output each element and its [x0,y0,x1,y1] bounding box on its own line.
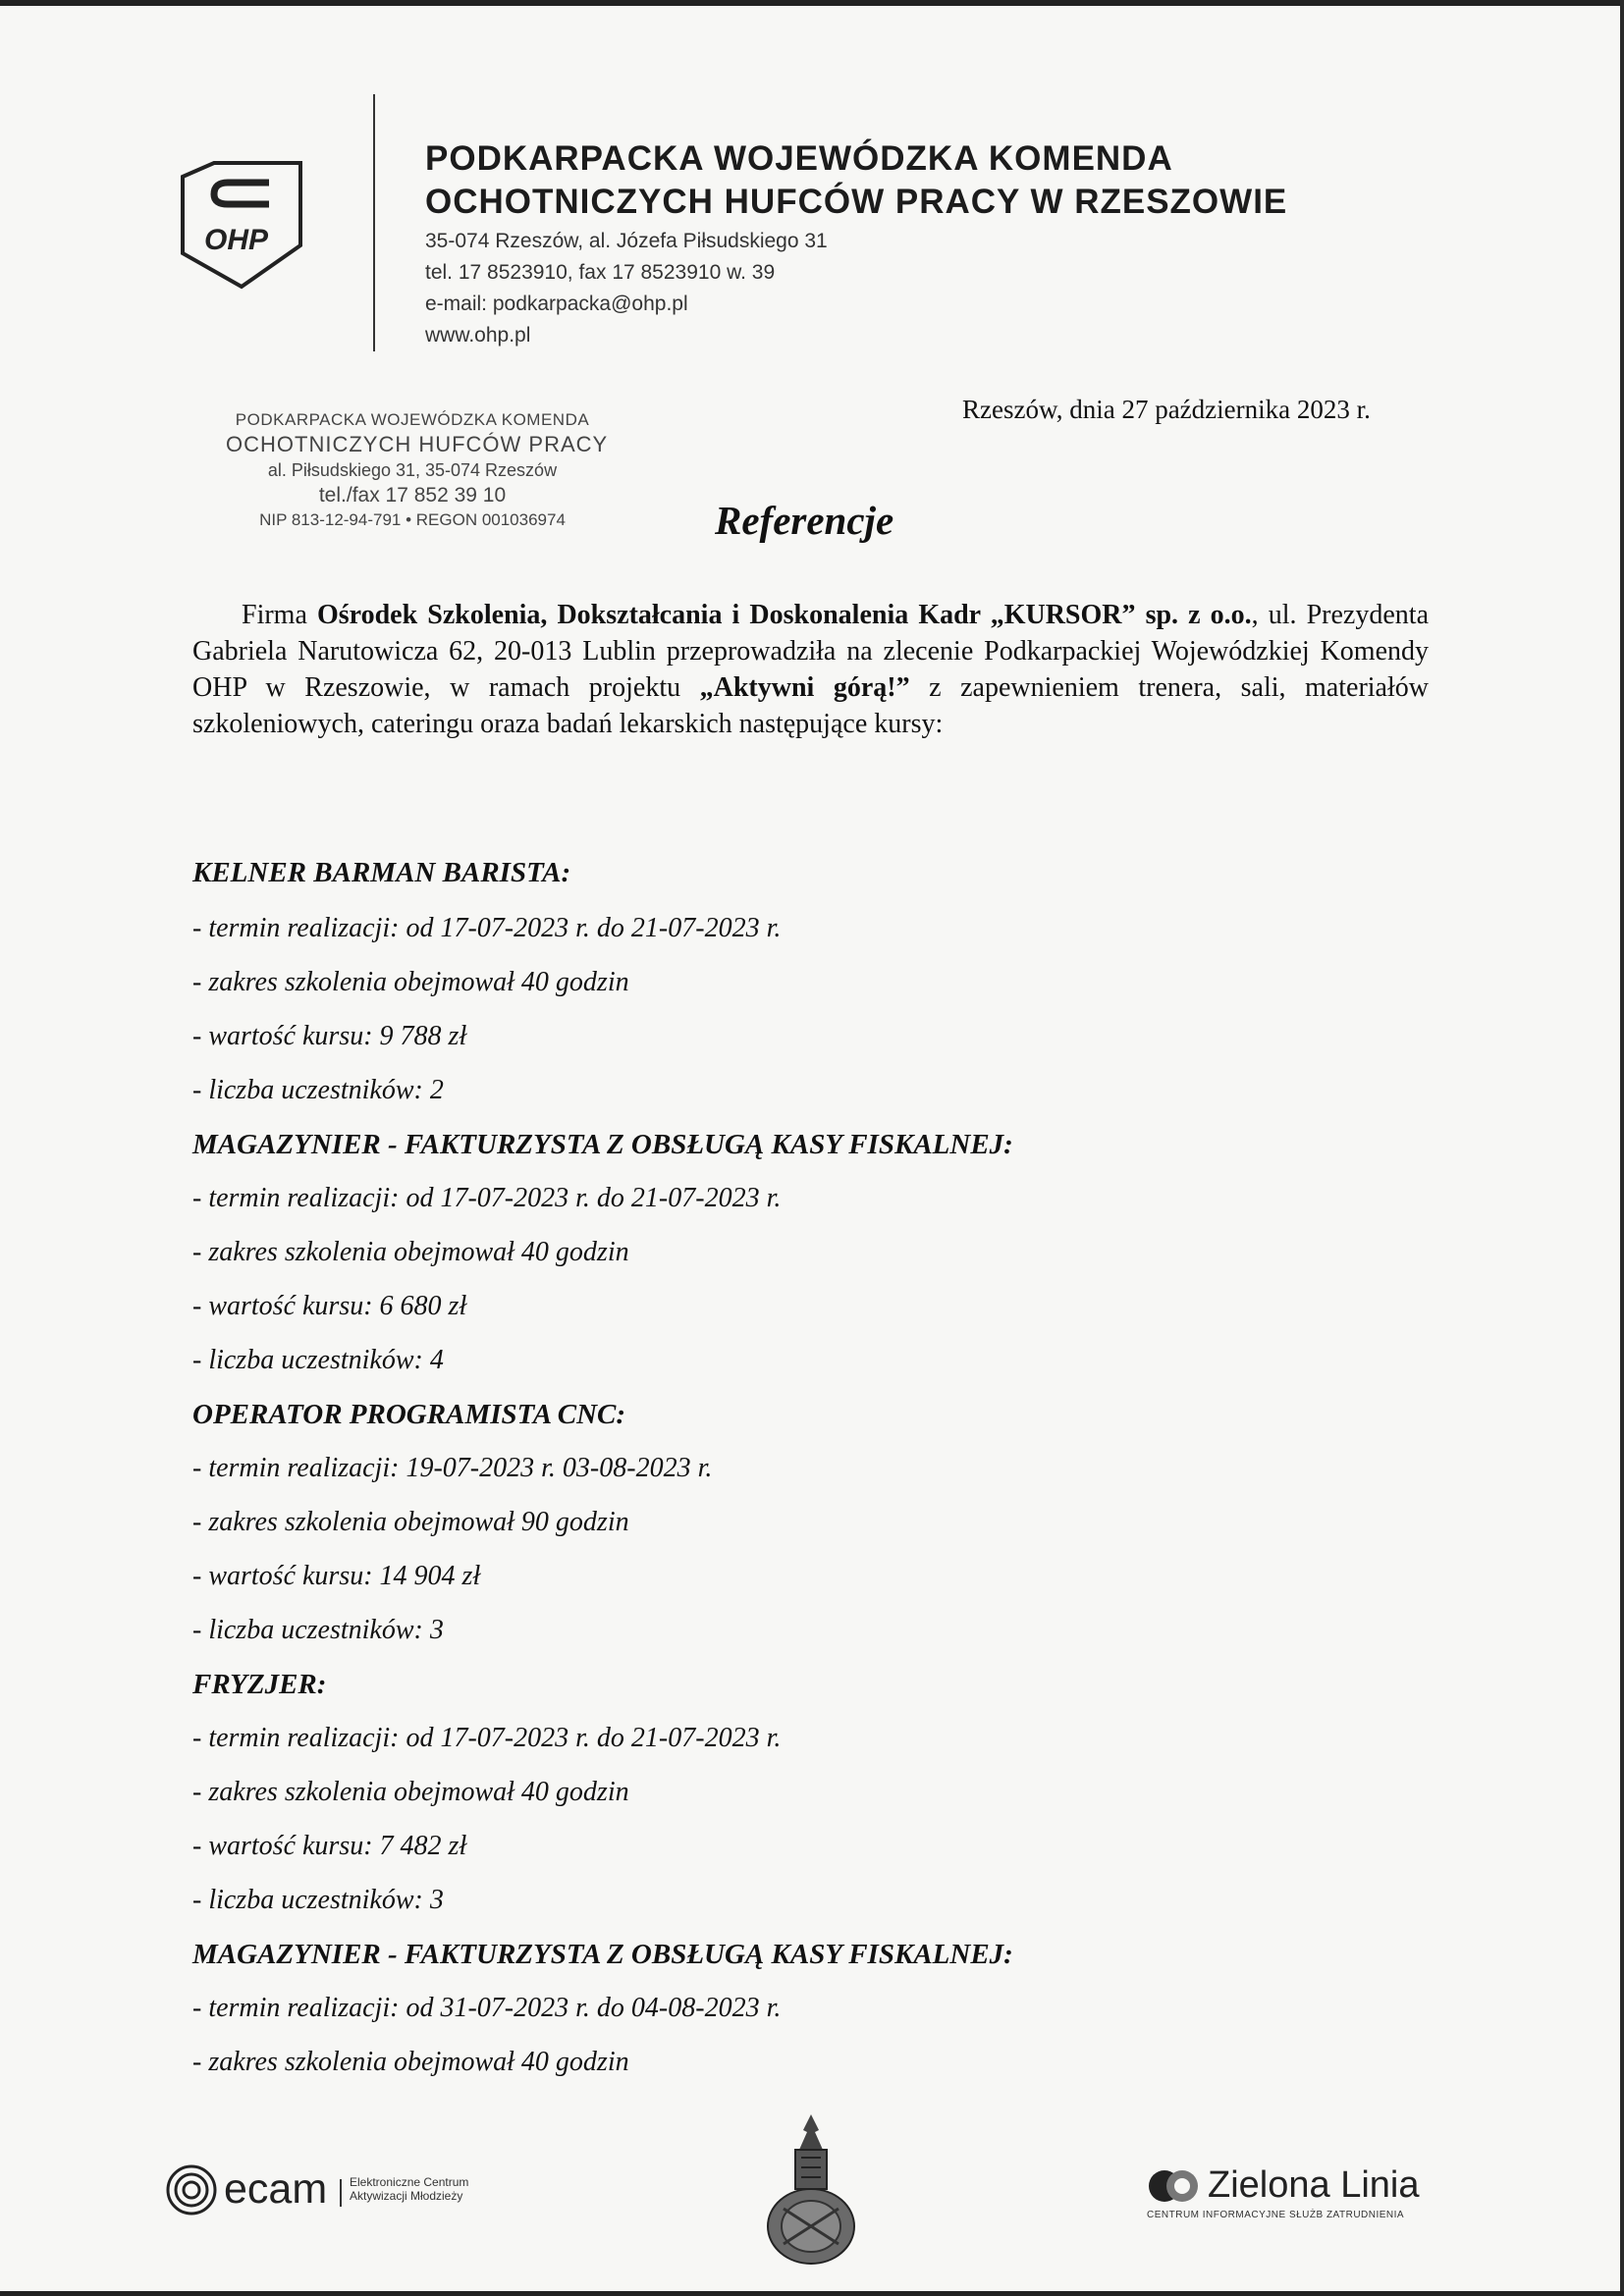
ecam-subtitle [350,2175,468,2203]
course-scope: - zakres szkolenia obejmował 40 godzin [192,1237,629,1267]
scan-right-edge [1620,0,1624,2296]
intro-company: Ośrodek Szkolenia, Dokształcania i Doskonalenia Kadr „KURSOR” sp. z o.o. [316,600,1252,630]
intro-text-1: Firma [242,600,317,630]
letterhead-address: 35-074 Rzeszów, al. Józefa Piłsudskiego 31 [425,230,828,252]
letterhead-phone: tel. 17 8523910, fax 17 8523910 w. 39 [425,261,776,284]
letterhead-title-line1: PODKARPACKA WOJEWÓDZKA KOMENDA [425,139,1173,178]
scan-bottom-edge [0,2291,1624,2296]
course-term: - termin realizacji: od 31-07-2023 r. do 04-08-2023 r. [192,1993,782,2023]
intro-project: „Aktywni górą!” [699,672,910,703]
course-scope: - zakres szkolenia obejmował 40 godzin [192,1777,629,1807]
course-value: - wartość kursu: 14 904 zł [192,1561,481,1591]
intro-text-2: , ul. Prezydenta Gabriela Narutowicza 62, 20-013 Lublin przeprowadziła na zlecenie Podkarpackiej Wojewódzkiej Komendy OHP w Rzeszowie, w ramach projektu [192,600,1429,703]
letterhead-divider [373,94,375,351]
intro-paragraph [192,597,1429,742]
office-stamp [226,410,609,530]
course-participants: - liczba uczestników: 3 [192,1885,444,1915]
course-term: - termin realizacji: od 17-07-2023 r. do 21-07-2023 r. [192,913,782,943]
zielona-linia-logo [1147,2164,1471,2223]
logo-text: OHP [204,224,269,256]
ohp-emblem-icon [762,2110,860,2268]
stamp-line4: tel./fax 17 852 39 10 [318,484,507,507]
course-term: - termin realizacji: od 17-07-2023 r. do 21-07-2023 r. [192,1723,782,1753]
zielona-linia-subtitle: CENTRUM INFORMACYJNE SŁUŻB ZATRUDNIENIA [1147,2210,1405,2220]
ecam-subtitle-line1: Elektroniczne Centrum [350,2175,469,2189]
document-date: Rzeszów, dnia 27 października 2023 r. [962,395,1371,424]
ecam-subtitle-line2: Aktywizacji Młodzieży [350,2189,463,2203]
stamp-line1: PODKARPACKA WOJEWÓDZKA KOMENDA [235,410,590,429]
zielona-linia-icon [1147,2168,1200,2204]
course-term: - termin realizacji: od 17-07-2023 r. do 21-07-2023 r. [192,1183,782,1213]
course-value: - wartość kursu: 7 482 zł [192,1831,467,1861]
intro-text-3: z zapewnieniem trenera, sali, materiałów szkoleniowych, cateringu oraza badań lekarskich następujące kursy: [192,672,1429,739]
course-title: MAGAZYNIER - FAKTURZYSTA Z OBSŁUGĄ KASY FISKALNEJ: [192,1939,1013,1970]
course-scope: - zakres szkolenia obejmował 90 godzin [192,1507,629,1537]
course-scope: - zakres szkolenia obejmował 40 godzin [192,2047,629,2077]
document-heading: Referencje [715,498,894,543]
course-value: - wartość kursu: 6 680 zł [192,1291,467,1321]
ecam-logo [165,2160,499,2218]
stamp-line5: NIP 813-12-94-791 • REGON 001036974 [259,510,566,529]
ecam-swirl-icon [165,2163,218,2216]
letterhead-web: www.ohp.pl [425,324,531,347]
stamp-line2: OCHOTNICZYCH HUFCÓW PRACY [226,432,609,456]
course-participants: - liczba uczestników: 3 [192,1615,444,1645]
course-title: MAGAZYNIER - FAKTURZYSTA Z OBSŁUGĄ KASY FISKALNEJ: [192,1129,1013,1160]
scan-top-edge [0,0,1624,6]
course-scope: - zakres szkolenia obejmował 40 godzin [192,967,629,997]
letterhead-email: e-mail: podkarpacka@ohp.pl [425,293,688,315]
zielona-linia-name: Zielona Linia [1208,2164,1420,2206]
course-title: OPERATOR PROGRAMISTA CNC: [192,1399,626,1430]
letterhead-title-line2: OCHOTNICZYCH HUFCÓW PRACY W RZESZOWIE [425,183,1288,221]
course-value: - wartość kursu: 9 788 zł [192,1021,467,1051]
ecam-logo-text: ecam [224,2165,328,2213]
course-term: - termin realizacji: 19-07-2023 r. 03-08-2023 r. [192,1453,713,1483]
course-title: KELNER BARMAN BARISTA: [192,857,571,888]
course-participants: - liczba uczestników: 4 [192,1345,444,1375]
ecam-separator [340,2179,342,2207]
stamp-line3: al. Piłsudskiego 31, 35-074 Rzeszów [267,460,558,480]
course-participants: - liczba uczestników: 2 [192,1075,444,1105]
course-title: FRYZJER: [192,1669,327,1700]
ohp-logo [175,155,308,293]
